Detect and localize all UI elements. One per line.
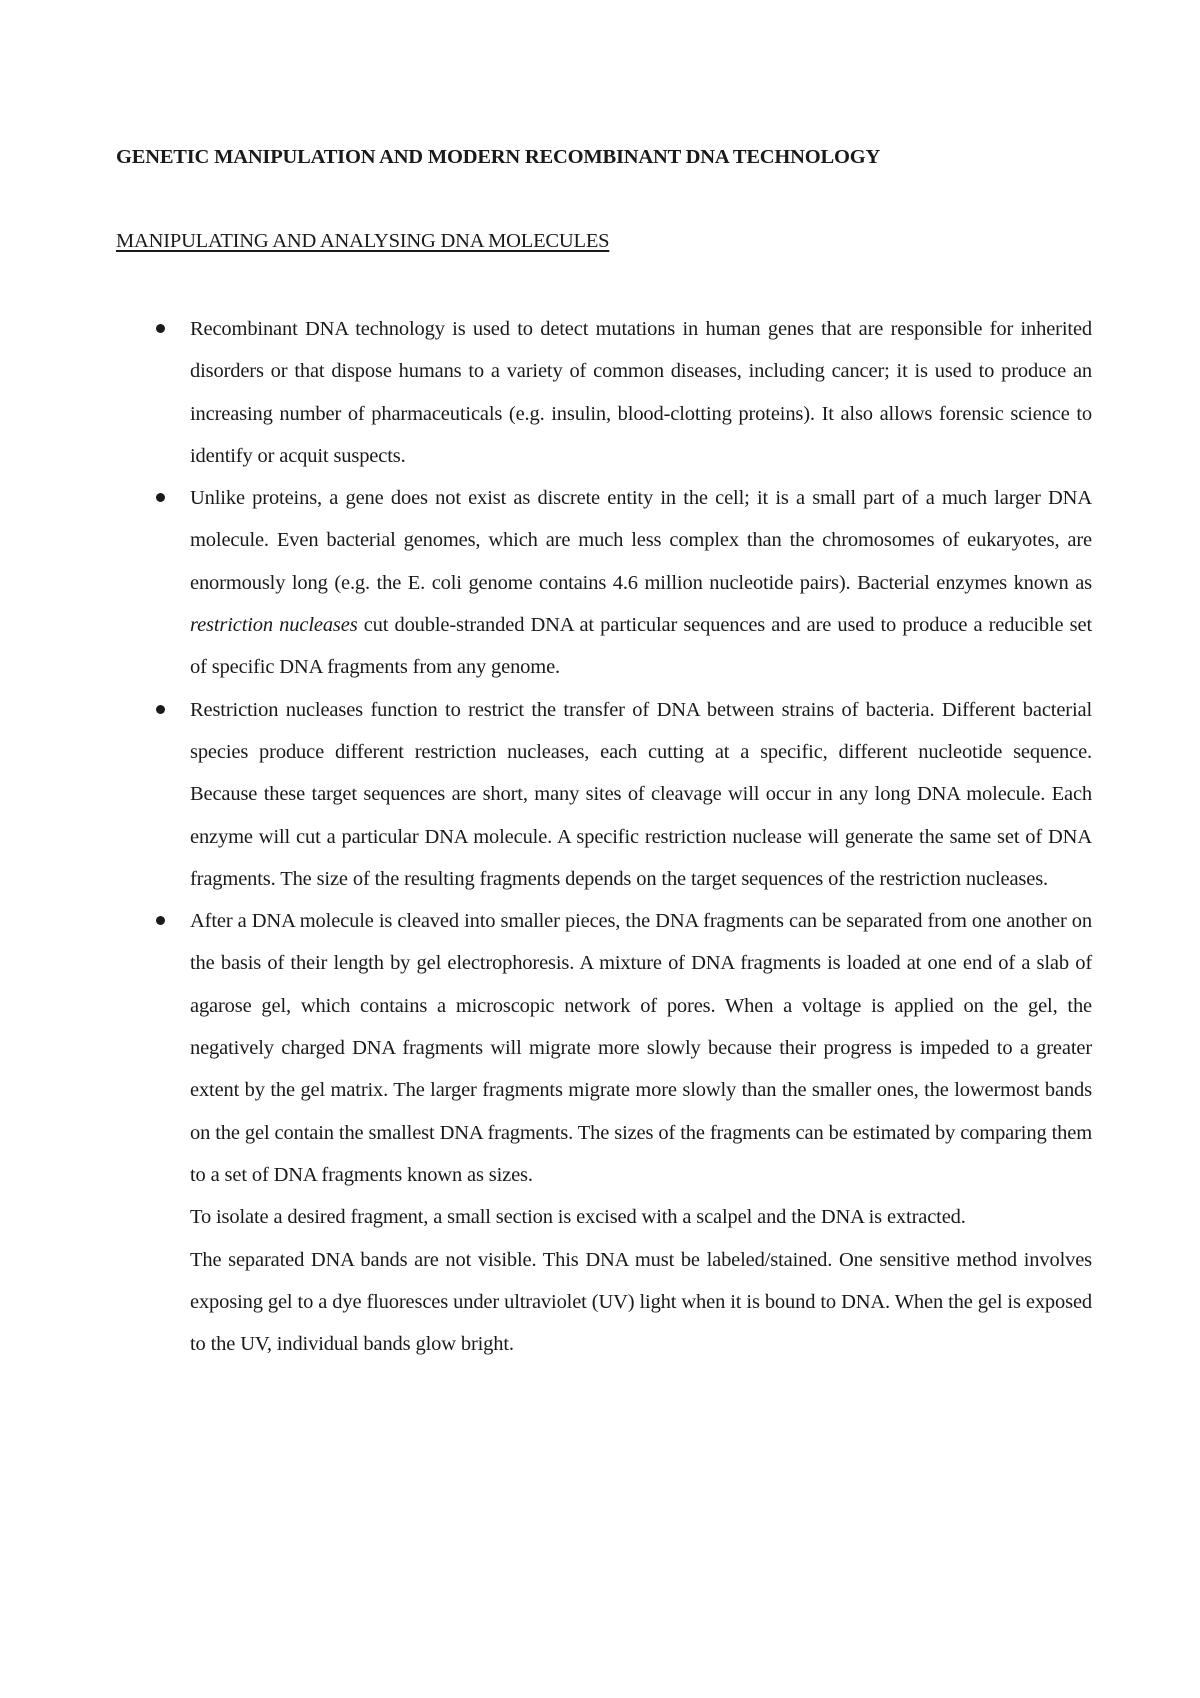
bullet-paragraph: [190, 477, 1092, 688]
bullet-dot-icon: [156, 916, 165, 925]
bullet-paragraph: Restriction nucleases function to restrict the transfer of DNA between strains of bacteria. Different bacterial species produce different restriction nucleases, each cutting at a specific, different nucleotide sequence. Because these target sequences are short, many sites of cleavage will occur in any long DNA molecule. Each enzyme will cut a particular DNA molecule. A specific restriction nuclease will generate the same set of DNA fragments. The size of the resulting fragments depends on the target sequences of the restriction nucleases.: [190, 698, 1092, 890]
list-item: [190, 689, 1092, 900]
section-heading: MANIPULATING AND ANALYSING DNA MOLECULES: [116, 230, 610, 252]
bullet-paragraph: Recombinant DNA technology is used to detect mutations in human genes that are responsible for inherited disorders or that dispose humans to a variety of common diseases, including cancer; it is used to produce an increasing number of pharmaceuticals (e.g. insulin, blood-clotting proteins). It also allows forensic science to identify or acquit suspects.: [190, 318, 1092, 467]
bullet-paragraph: After a DNA molecule is cleaved into smaller pieces, the DNA fragments can be separated from one another on the basis of their length by gel electrophoresis. A mixture of DNA fragments is loaded at one end of a slab of agarose gel, which contains a microscopic network of pores. When a voltage is applied on the gel, the negatively charged DNA fragments will migrate more slowly because their progress is impeded to a greater extent by the gel matrix. The larger fragments migrate more slowly than the smaller ones, the lowermost bands on the gel contain the smallest DNA fragments. The sizes of the fragments can be estimated by comparing them to a set of DNA fragments known as sizes.: [190, 910, 1092, 1186]
bullet-dot-icon: [156, 324, 165, 333]
list-item: [190, 477, 1092, 688]
bullet-dot-icon: [156, 705, 165, 714]
bullet-dot-icon: [156, 493, 165, 502]
list-item: [190, 308, 1092, 477]
paragraph-text: Unlike proteins, a gene does not exist as discrete entity in the cell; it is a small part of a much larger DNA molecule. Even bacterial genomes, which are much less complex than the chromosomes of eukaryotes, are enormously long (e.g. the E. coli genome contains 4.6 million nucleotide pairs). Bacterial enzymes known as: [190, 487, 1092, 594]
italic-term: restriction nucleases: [190, 614, 358, 637]
continuation-paragraph: To isolate a desired fragment, a small section is excised with a scalpel and the DNA is extracted.: [190, 1206, 966, 1229]
continuation-paragraph: The separated DNA bands are not visible. This DNA must be labeled/stained. One sensitive method involves exposing gel to a dye fluoresces under ultraviolet (UV) light when it is bound to DNA. When the gel is exposed to the UV, individual bands glow bright.: [190, 1248, 1092, 1356]
list-item: [190, 900, 1092, 1365]
bullet-list: [190, 308, 1092, 1365]
document-title: GENETIC MANIPULATION AND MODERN RECOMBINANT DNA TECHNOLOGY: [116, 146, 881, 168]
paragraph-text: cut double-stranded DNA at particular sequences and are used to produce a reducible set of specific DNA fragments from any genome.: [190, 614, 1093, 679]
